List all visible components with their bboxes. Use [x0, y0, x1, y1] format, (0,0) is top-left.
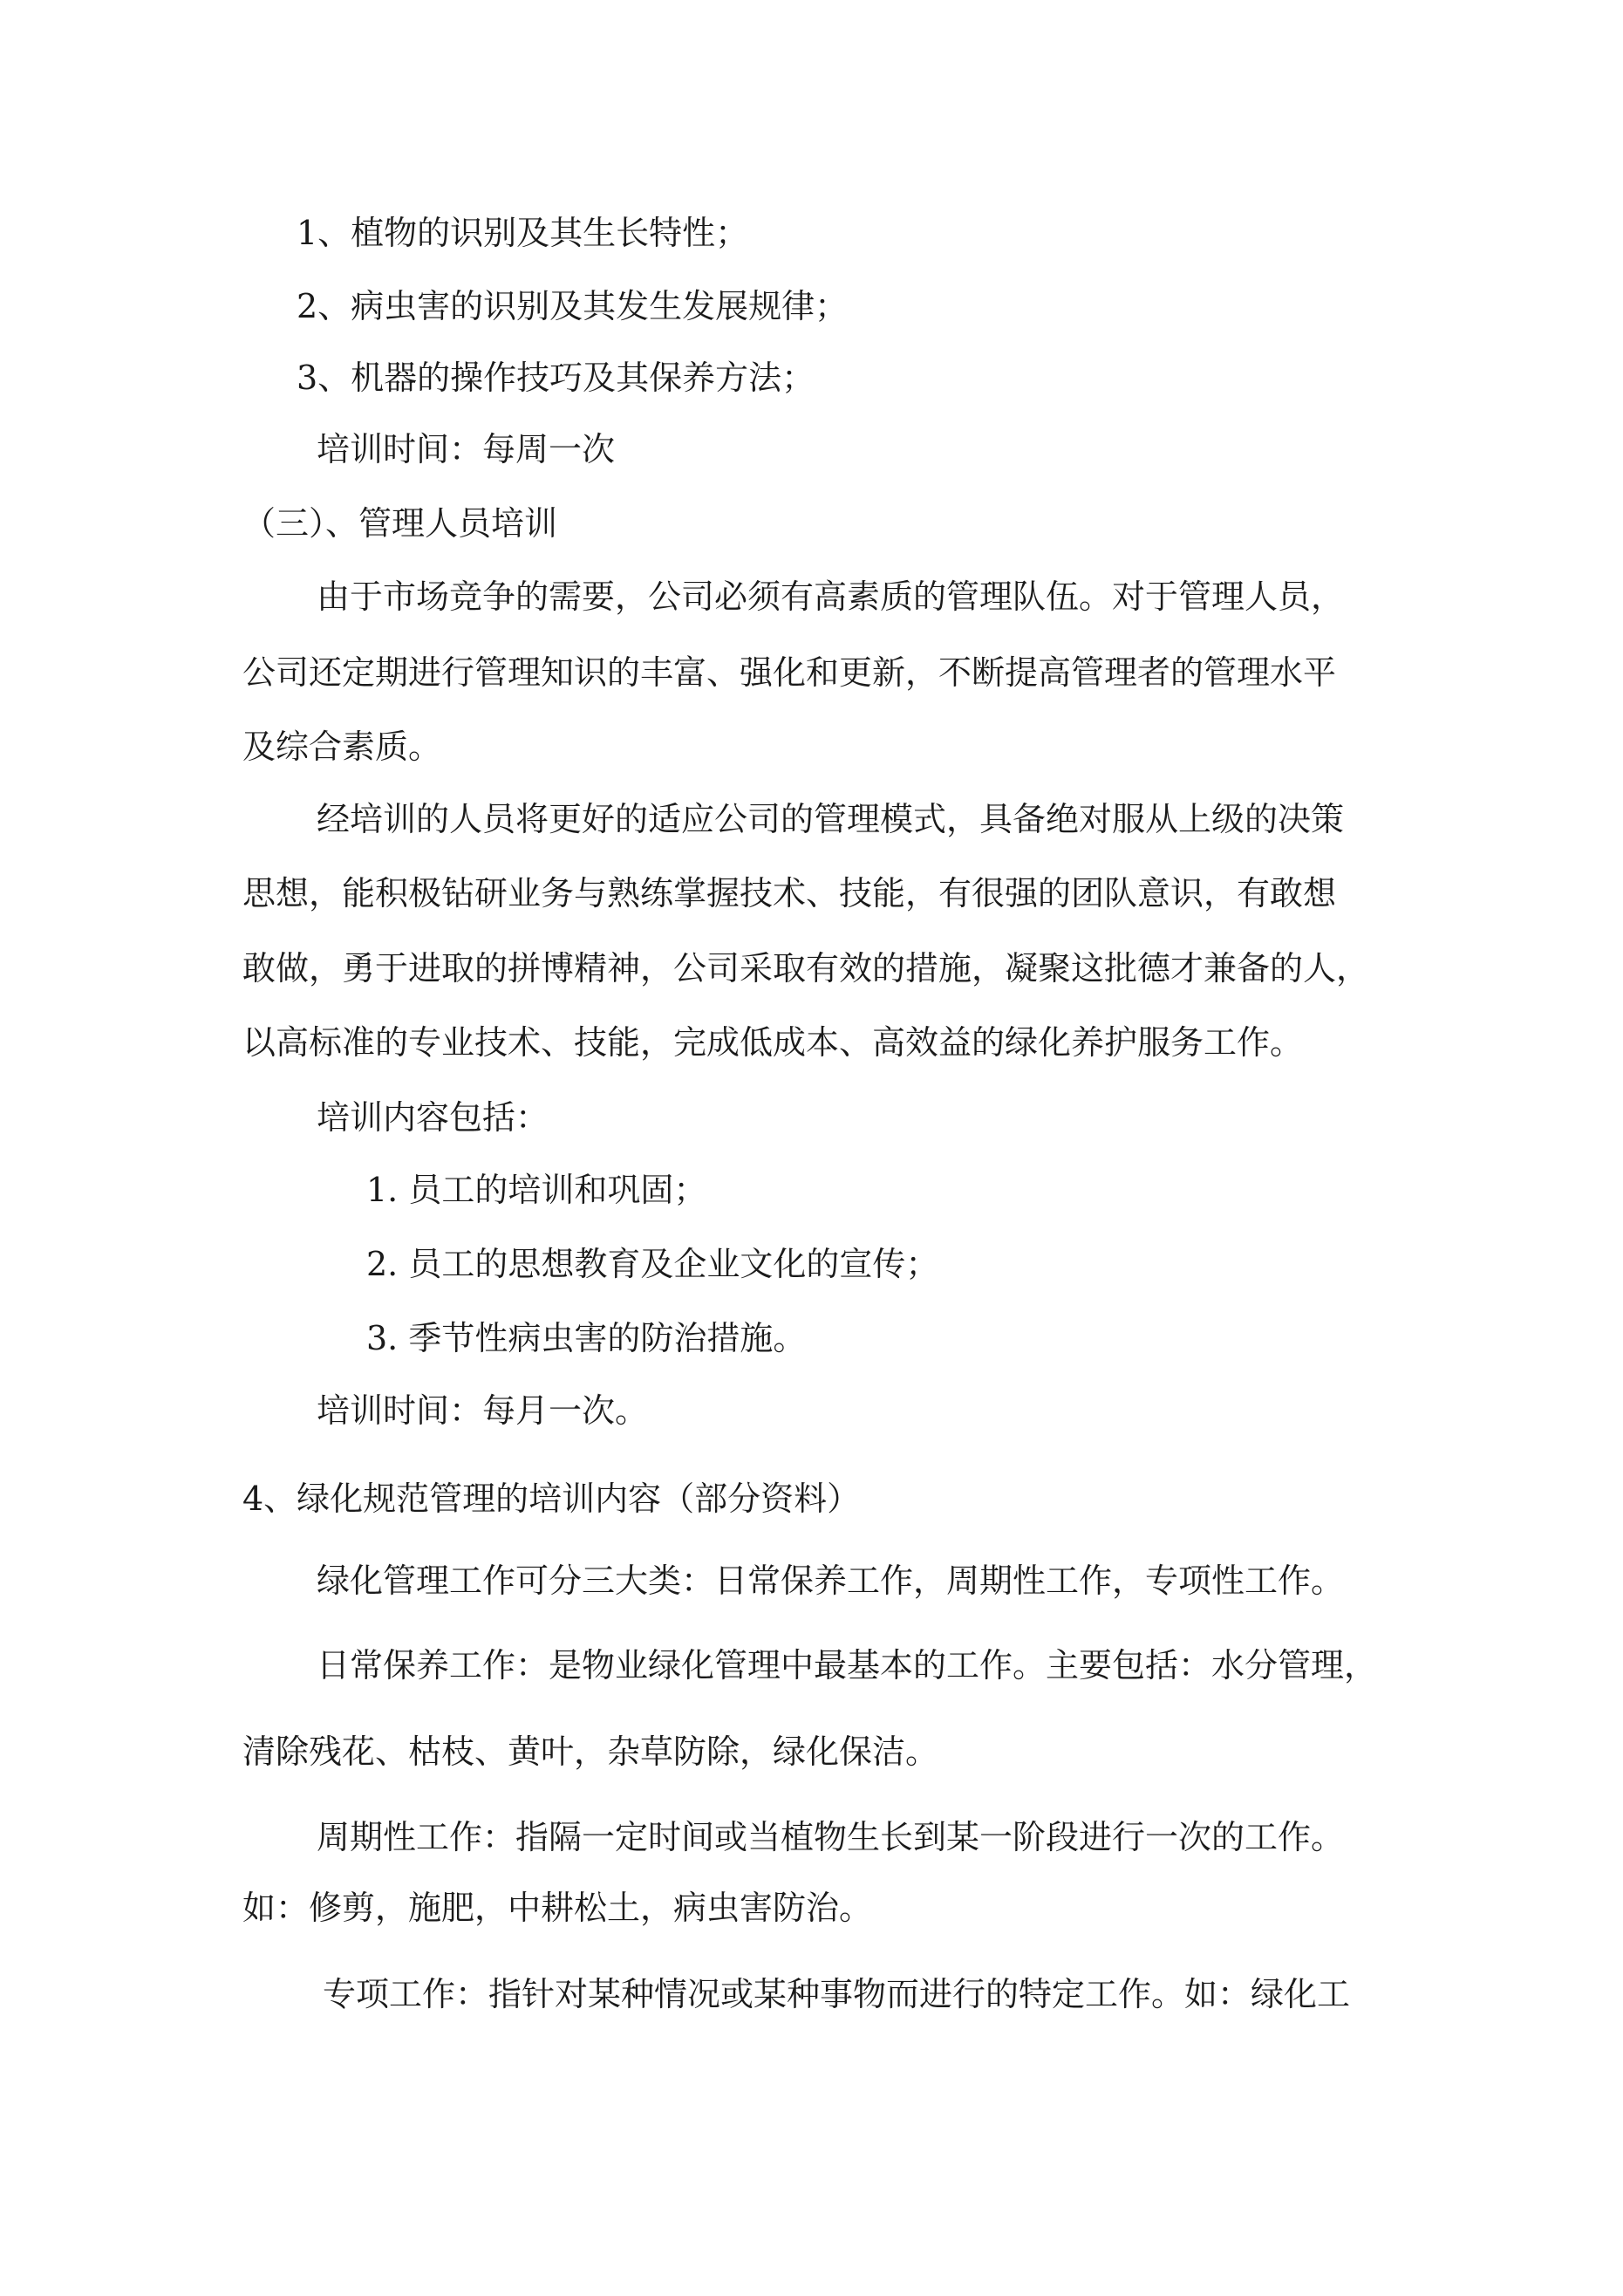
list-item: 3、机器的操作技巧及其保养方法； [297, 359, 815, 397]
list-item: 1. 员工的培训和巩固； [366, 1171, 707, 1209]
training-time: 培训时间：每月一次。 [317, 1391, 649, 1430]
paragraph-line: 及综合素质。 [242, 728, 442, 766]
list-item: 1、植物的识别及其生长特性； [297, 214, 749, 252]
paragraph-line: 经培训的人员将更好的适应公司的管理模式，具备绝对服从上级的决策 [317, 800, 1345, 838]
paragraph-line: 思想，能积极钻研业务与熟练掌握技术、技能，有很强的团队意识，有敢想 [242, 874, 1337, 912]
training-time: 培训时间：每周一次 [317, 430, 616, 468]
paragraph-line: 清除残花、枯枝、黄叶，杂草防除，绿化保洁。 [242, 1732, 939, 1771]
paragraph-line: 日常保养工作：是物业绿化管理中最基本的工作。主要包括：水分管理， [317, 1646, 1378, 1684]
list-item: 2、病虫害的识别及其发生发展规律； [297, 287, 849, 325]
paragraph-line: 专项工作：指针对某种情况或某种事物而进行的特定工作。如：绿化工 [323, 1975, 1351, 2013]
paragraph-line: 周期性工作：指隔一定时间或当植物生长到某一阶段进行一次的工作。 [317, 1818, 1345, 1856]
list-item: 3. 季节性病虫害的防治措施。 [366, 1319, 807, 1357]
paragraph-line: 敢做，勇于进取的拼博精神，公司采取有效的措施，凝聚这批德才兼备的人， [242, 949, 1370, 987]
paragraph-line: 以高标准的专业技术、技能，完成低成本、高效益的绿化养护服务工作。 [242, 1023, 1304, 1062]
section-heading: 4、绿化规范管理的培训内容（部分资料） [242, 1479, 861, 1518]
list-item: 2. 员工的思想教育及企业文化的宣传； [366, 1245, 939, 1283]
content-label: 培训内容包括： [317, 1098, 549, 1137]
paragraph-line: 公司还定期进行管理知识的丰富、强化和更新，不断提高管理者的管理水平 [242, 653, 1337, 692]
section-heading: （三）、管理人员培训 [242, 504, 558, 543]
paragraph-line: 由于市场竞争的需要，公司必须有高素质的管理队伍。对于管理人员， [317, 577, 1345, 616]
paragraph-line: 绿化管理工作可分三大类：日常保养工作，周期性工作，专项性工作。 [317, 1561, 1345, 1600]
paragraph-line: 如：修剪，施肥，中耕松土，病虫害防治。 [242, 1889, 873, 1927]
